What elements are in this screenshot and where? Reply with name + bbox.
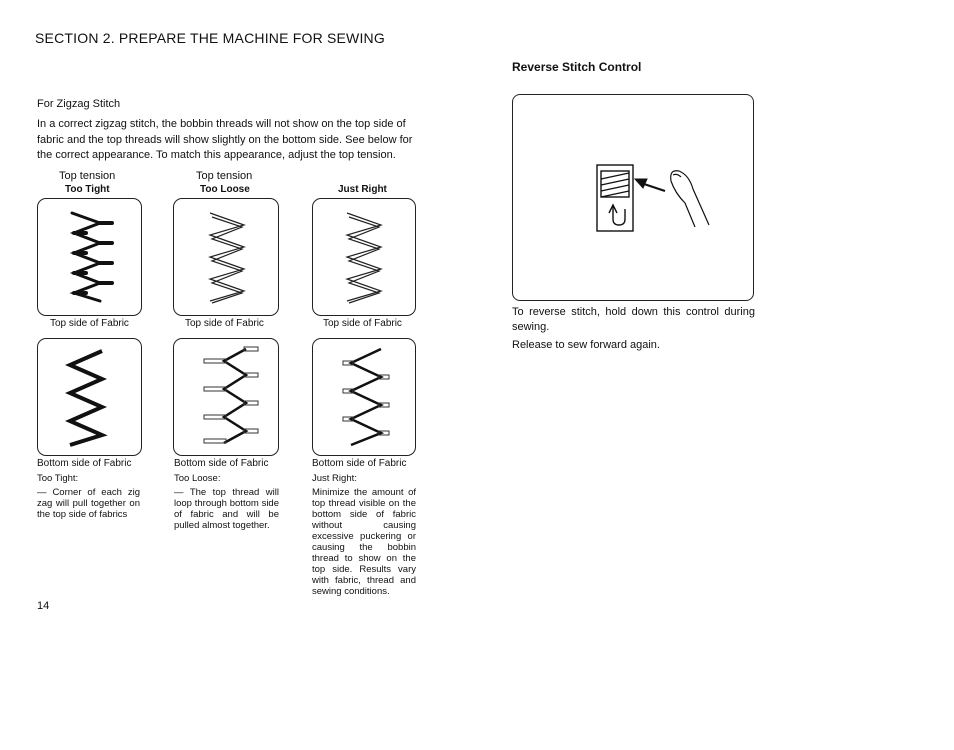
zigzag-stitch-illustration <box>174 199 278 315</box>
top-panel-too-tight <box>37 198 142 316</box>
release-instruction: Release to sew forward again. <box>512 339 660 351</box>
caption-bottom-2: Bottom side of Fabric <box>174 458 269 469</box>
zigzag-stitch-illustration <box>313 339 415 455</box>
just-right-label: Just Right <box>338 184 387 195</box>
page-number: 14 <box>37 600 50 612</box>
reverse-lever-illustration <box>513 95 753 300</box>
caption-top-2: Top side of Fabric <box>185 318 264 329</box>
zigzag-stitch-illustration <box>174 339 278 455</box>
caption-top-3: Top side of Fabric <box>323 318 402 329</box>
reverse-instruction: To reverse stitch, hold down this control during sewing. <box>512 306 755 333</box>
zigzag-stitch-illustration <box>38 339 141 455</box>
arrow-icon <box>635 179 665 191</box>
bottom-panel-too-loose <box>173 338 279 456</box>
zigzag-stitch-illustration <box>313 199 415 315</box>
too-loose-label: Too Loose <box>200 184 250 195</box>
caption-bottom-3: Bottom side of Fabric <box>312 458 407 469</box>
note-title-too-tight: Too Tight: <box>37 473 79 484</box>
bottom-panel-just-right <box>312 338 416 456</box>
caption-top-1: Top side of Fabric <box>50 318 129 329</box>
top-panel-just-right <box>312 198 416 316</box>
note-title-just-right: Just Right: <box>312 473 357 484</box>
reverse-stitch-title: Reverse Stitch Control <box>512 60 642 74</box>
intro-paragraph: In a correct zigzag stitch, the bobbin threads will not show on the top side of fabric and the top threads will show slightly on the bottom side. See below for the correct appearance. To match this appearance, adjust the top tension. <box>37 118 413 161</box>
tension-label-2: Top tension <box>196 170 253 182</box>
zigzag-subheading: For Zigzag Stitch <box>37 98 121 110</box>
zigzag-stitch-illustration <box>38 199 141 315</box>
note-text-too-loose: — The top thread will loop through bottom side of fabric and will be pulled almost together. <box>174 487 279 531</box>
section-heading: SECTION 2. PREPARE THE MACHINE FOR SEWING <box>35 30 385 46</box>
caption-bottom-1: Bottom side of Fabric <box>37 458 132 469</box>
finger-icon <box>671 171 709 227</box>
note-title-too-loose: Too Loose: <box>174 473 221 484</box>
too-tight-label: Too Tight <box>65 184 110 195</box>
reverse-control-figure <box>512 94 754 301</box>
tension-label-1: Top tension <box>59 170 116 182</box>
top-panel-too-loose <box>173 198 279 316</box>
bottom-panel-too-tight <box>37 338 142 456</box>
note-text-just-right: Minimize the amount of top thread visible on the bottom side of fabric without causing excessive puckering or causing the bobbin thread to show on the top side. Results vary with fabric, thread and sewing conditions. <box>312 487 416 597</box>
note-text-too-tight: — Corner of each zig zag will pull together on the top side of fabrics <box>37 487 140 520</box>
